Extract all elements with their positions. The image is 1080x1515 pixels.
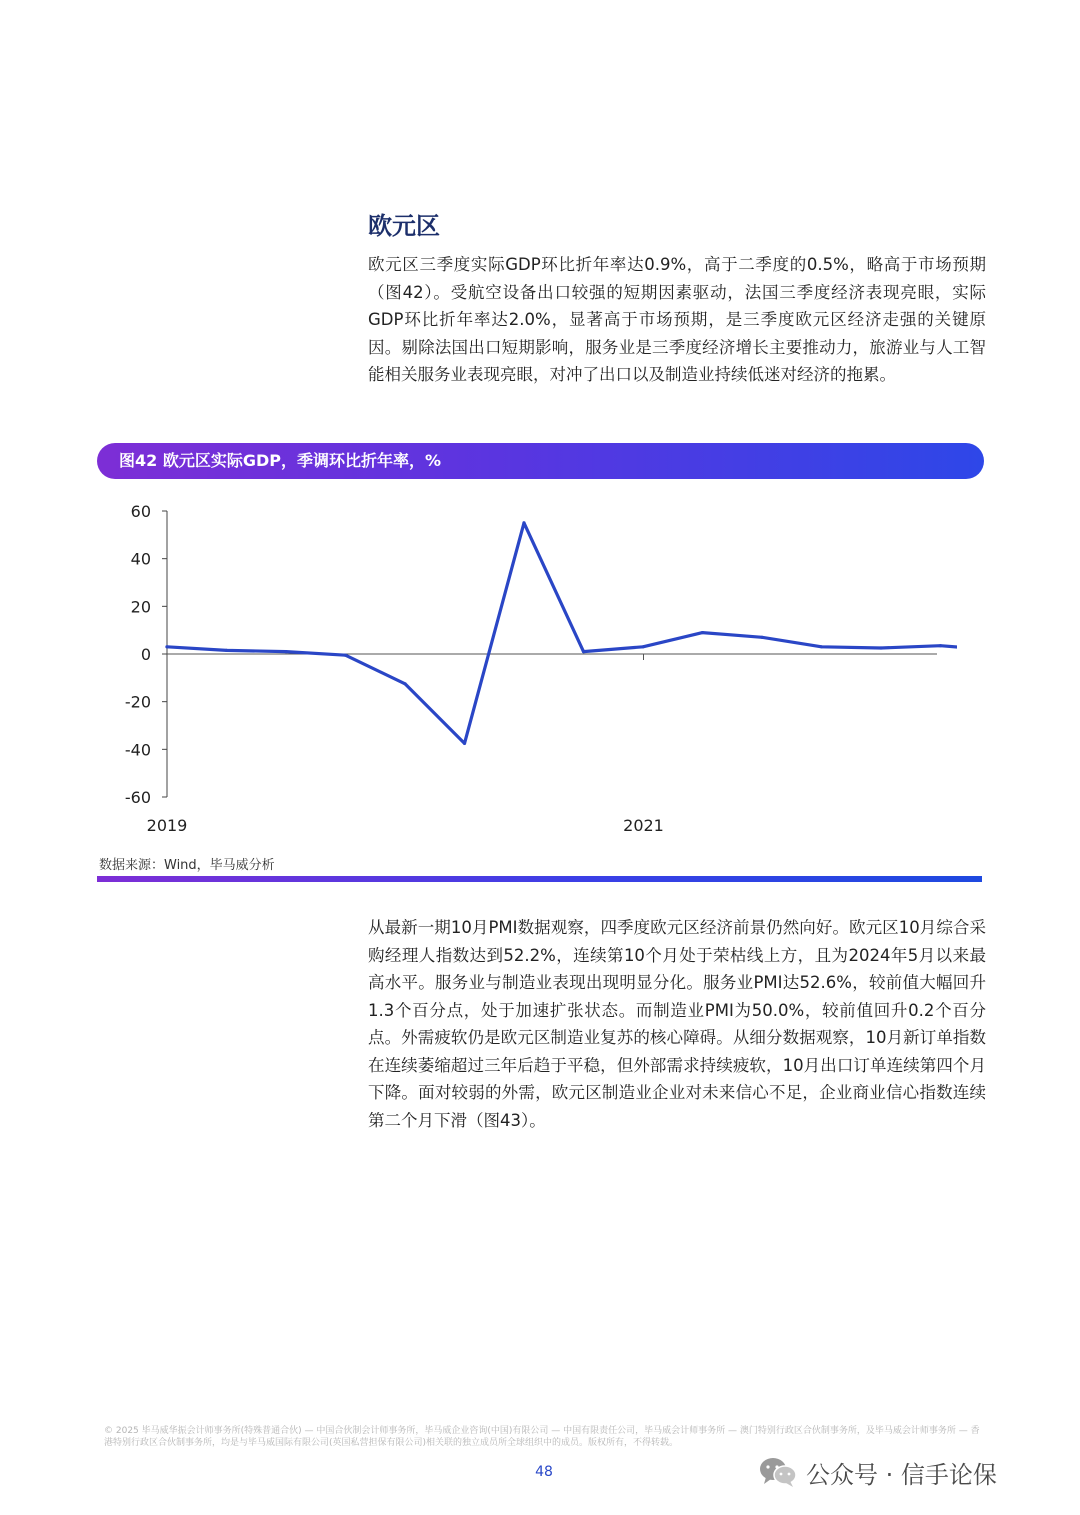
- gdp-data-point: [939, 644, 942, 647]
- gdp-data-point: [641, 645, 644, 648]
- gdp-series-line: [167, 523, 957, 744]
- gdp-data-point: [522, 521, 525, 524]
- gdp-data-point: [463, 742, 466, 745]
- gdp-data-point: [225, 649, 228, 652]
- watermark: [758, 1452, 997, 1492]
- pmi-paragraph: 从最新一期10月PMI数据观察，四季度欧元区经济前景仍然向好。欧元区10月综合采购经理人指数达到52.2%，连续第10个月处于荣枯线上方，且为2024年5月以来最高水平。服务业与制造业表现出现明显分化。服务业PMI达52.6%，较前值大幅回升1.3个百分点，处于加速扩张状态。而制造业PMI为50.0%，较前值回升0.2个百分点。外需疲软仍是欧元区制造业复苏的核心障碍。从细分数据观察，10月新订单指数在连续萎缩超过三年后趋于平稳，但外部需求持续疲软，10月出口订单连续第四个月下降。面对较弱的外需，欧元区制造业企业对未来信心不足，企业商业信心指数连续第二个月下滑（图43）。: [368, 918, 986, 1130]
- data-source: 数据来源：Wind，毕马威分析: [99, 858, 275, 873]
- gdp-data-point: [879, 646, 882, 649]
- page-number: 48: [535, 1464, 553, 1480]
- y-tick-label: -20: [124, 692, 151, 712]
- gdp-data-point: [760, 636, 763, 639]
- y-tick-label: -60: [124, 788, 151, 807]
- gdp-data-point: [820, 645, 823, 648]
- y-tick-label: 40: [130, 549, 151, 569]
- watermark-text: 公众号 · 信手论保: [806, 1460, 997, 1489]
- gdp-data-point: [284, 650, 287, 653]
- y-tick-label: 0: [140, 645, 151, 664]
- y-tick-label: 60: [130, 502, 151, 521]
- y-tick-label: 20: [130, 597, 151, 617]
- chart-series: [165, 521, 957, 745]
- gdp-data-point: [344, 654, 347, 657]
- y-tick-label: -40: [124, 740, 151, 760]
- gdp-data-point: [582, 650, 585, 653]
- wechat-icon: [758, 1455, 798, 1489]
- footer-disclaimer: © 2025 毕马威华振会计师事务所(特殊普通合伙) — 中国合伙制会计师事务所，毕马威企业咨询(中国)有限公司 — 中国有限责任公司，毕马威会计师事务所 — 澳门特别行政区合伙制事务所，及毕马威会计师事务所 — 香港特别行政区合伙制事务所，均是与毕马威国际有限公司(英国私营担保有限公司)相关联的独立成员所全球组织中的成员。版权所有，不得转载。: [104, 1426, 980, 1448]
- figure-divider: [97, 876, 982, 882]
- x-tick-label: 2019: [146, 816, 188, 835]
- gdp-data-point: [701, 631, 704, 634]
- gdp-data-point: [403, 682, 406, 685]
- gdp-line-chart: [97, 495, 957, 845]
- section-title: 欧元区: [368, 212, 440, 240]
- figure-title: 图42 欧元区实际GDP，季调环比折年率，%: [119, 451, 442, 470]
- y-axis: [125, 502, 167, 807]
- x-axis: [147, 654, 957, 835]
- gdp-data-point: [165, 645, 168, 648]
- intro-paragraph: 欧元区三季度实际GDP环比折年率达0.9%，高于二季度的0.5%，略高于市场预期（图42）。受航空设备出口较强的短期因素驱动，法国三季度经济表现亮眼，实际GDP环比折年率达2.0%，显著高于市场预期，是三季度欧元区经济走强的关键原因。剔除法国出口短期影响，服务业是三季度经济增长主要推动力，旅游业与人工智能相关服务业表现亮眼，对冲了出口以及制造业持续低迷对经济的拖累。: [368, 255, 986, 384]
- figure-title-banner: [97, 443, 984, 479]
- x-tick-label: 2021: [623, 816, 664, 835]
